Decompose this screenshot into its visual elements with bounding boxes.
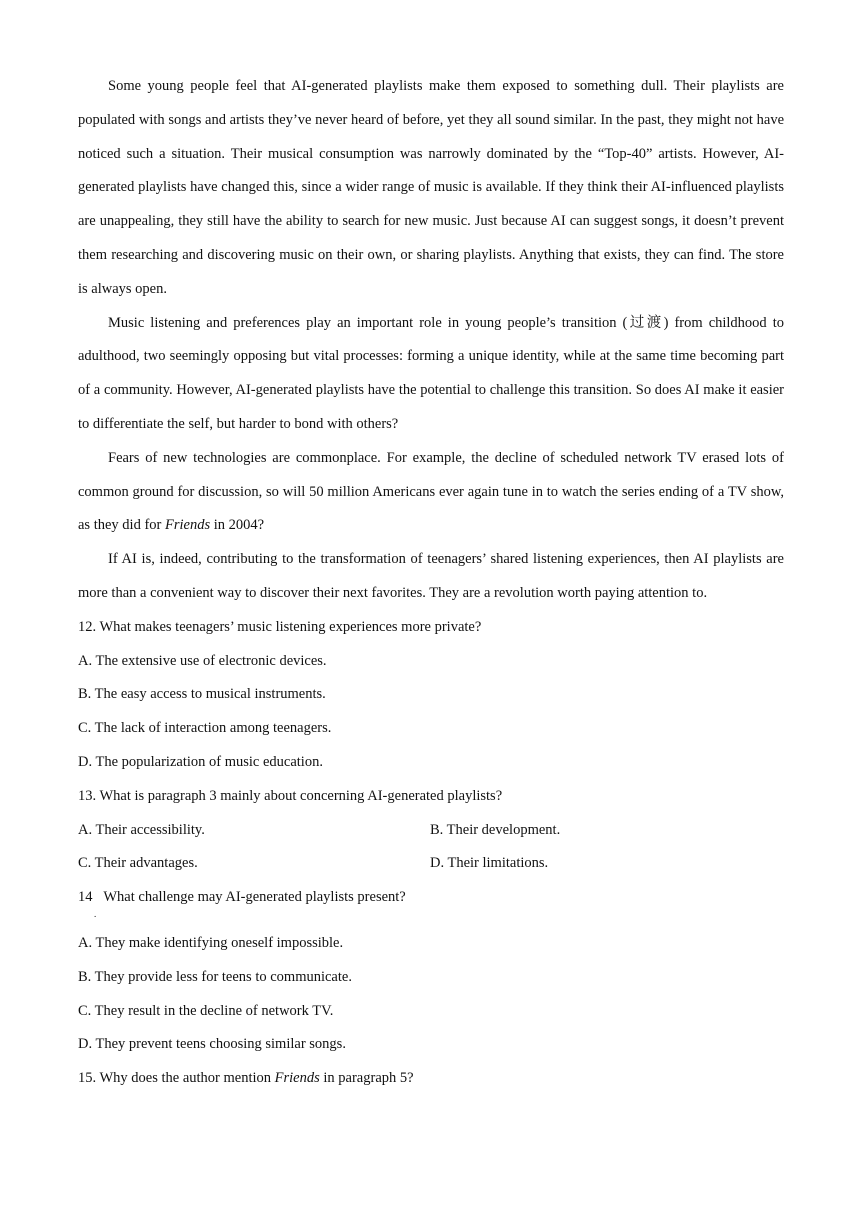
friends-title: Friends [164, 517, 211, 534]
paragraph-3 [78, 442, 784, 543]
option-b: B. The easy access to musical instruments. [78, 686, 326, 703]
option-d: D. They prevent teens choosing similar songs. [78, 1036, 346, 1053]
paragraph-2: Music listening and preferences play an important role in young people’s transition (过渡) from childhood to adulthood, two seemingly opposing but vital processes: forming a unique identity, while at the same time becoming part of a community. However, AI-generated playlists have the potential to challenge this transition. So does AI make it easier to differentiate the self, but harder to bond with others? [78, 314, 784, 432]
question-number-dot: . [94, 909, 97, 920]
option-c: C. Their advantages. [78, 855, 198, 872]
paragraph-3-text-end: in 2004? [210, 517, 265, 534]
option-a: A. Their accessibility. [78, 821, 205, 838]
question-stem: 12. What makes teenagers’ music listening experiences more private? [78, 618, 482, 635]
reading-passage [78, 70, 784, 611]
option-c: C. The lack of interaction among teenagers. [78, 720, 332, 737]
option-b: B. Their development. [430, 821, 561, 838]
option-a: A. They make identifying oneself impossible. [78, 934, 344, 951]
paragraph-3-text: Fears of new technologies are commonplace. For example, the decline of scheduled network TV erased lots of common ground for discussion, so will 50 million Americans ever again tune in to watch the series ending of a TV show, as they did for [78, 449, 784, 534]
option-d: D. The popularization of music education. [78, 753, 323, 770]
friends-title: Friends [274, 1070, 320, 1087]
question-text: What challenge may AI-generated playlists present? [103, 889, 406, 906]
option-a: A. The extensive use of electronic devices. [78, 652, 327, 669]
question-12 [78, 611, 784, 780]
document-content [78, 70, 784, 1096]
question-text-end: in paragraph 5? [319, 1070, 414, 1087]
option-row [78, 814, 784, 848]
question-stem [78, 1062, 784, 1096]
option-b: B. They provide less for teens to communicate. [78, 968, 352, 985]
paragraph-4: If AI is, indeed, contributing to the transformation of teenagers’ shared listening experiences, then AI playlists are more than a convenient way to discover their next favorites. They are a revolution worth paying attention to. [78, 551, 784, 601]
question-15 [78, 1062, 784, 1096]
question-stem [78, 881, 784, 920]
option-c: C. They result in the decline of network TV. [78, 1002, 334, 1019]
option-d: D. Their limitations. [430, 855, 549, 872]
question-text: 15. Why does the author mention [78, 1070, 275, 1087]
question-number: 14 [78, 889, 93, 906]
question-13 [78, 780, 784, 881]
question-14 [78, 881, 784, 1062]
spacer [78, 915, 784, 927]
option-row [78, 847, 784, 881]
paragraph-1: Some young people feel that AI-generated playlists make them exposed to something dull. Their playlists are populated with songs and artists they’ve never heard of before, yet they all sound similar. In the past, they might not have noticed such a situation. Their musical consumption was narrowly dominated by the “Top-40” artists. However, AI-generated playlists have changed this, since a wider range of music is available. If they think their AI-influenced playlists are unappealing, they still have the ability to search for new music. Just because AI can suggest songs, it doesn’t prevent them researching and discovering music on their own, or sharing playlists. Anything that exists, they can find. The store is always open. [78, 78, 784, 297]
question-stem: 13. What is paragraph 3 mainly about concerning AI-generated playlists? [78, 787, 503, 804]
